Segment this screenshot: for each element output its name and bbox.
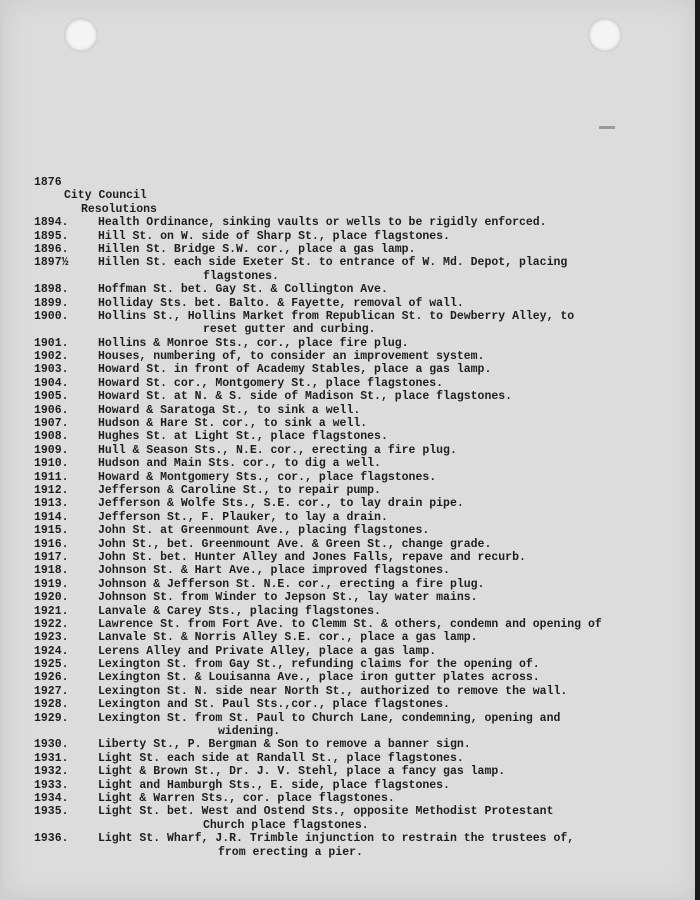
resolution-entry	[34, 551, 696, 564]
entry-continuation: widening.	[218, 725, 281, 739]
resolution-entry	[34, 524, 696, 537]
entry-text: Light St. bet. West and Ostend Sts., opposite Methodist Protestant	[98, 805, 554, 819]
entry-number: 1917.	[34, 550, 69, 564]
entry-number: 1900.	[34, 309, 69, 323]
resolution-entry	[34, 230, 696, 243]
entry-number: 1914.	[34, 510, 69, 524]
entry-text: Lanvale St. & Norris Alley S.E. cor., place a gas lamp.	[98, 631, 478, 645]
entry-number: 1899.	[34, 296, 69, 310]
entry-text: Light and Hamburgh Sts., E. side, place flagstones.	[98, 778, 450, 792]
entry-text: Johnson St. & Hart Ave., place improved flagstones.	[98, 564, 450, 578]
entry-number: 1905.	[34, 390, 69, 404]
entry-continuation: flagstones.	[203, 269, 279, 283]
header-title: City Council	[64, 189, 147, 203]
entry-text: Holliday Sts. bet. Balto. & Fayette, removal of wall.	[98, 296, 464, 310]
entry-number: 1920.	[34, 591, 69, 605]
resolution-entry	[34, 457, 696, 470]
entry-number: 1929.	[34, 711, 69, 725]
resolution-entry	[34, 779, 696, 792]
entry-number: 1911.	[34, 470, 69, 484]
entry-number: 1913.	[34, 497, 69, 511]
resolution-index	[34, 176, 696, 859]
entry-number: 1924.	[34, 644, 69, 658]
header-year: 1876	[34, 176, 62, 189]
resolution-entry	[34, 631, 696, 644]
entry-text: Howard & Saratoga St., to sink a well.	[98, 403, 361, 417]
entry-number: 1903.	[34, 363, 69, 377]
entry-text: Health Ordinance, sinking vaults or wells to be rigidly enforced.	[98, 216, 547, 230]
resolution-entry	[34, 377, 696, 390]
resolution-entry	[34, 738, 696, 751]
entry-number: 1921.	[34, 604, 69, 618]
entry-text: Howard St. cor., Montgomery St., place flagstones.	[98, 376, 444, 390]
resolution-entry	[34, 712, 696, 739]
entry-text: Howard & Montgomery Sts., cor., place flagstones.	[98, 470, 437, 484]
resolution-entry	[34, 671, 696, 684]
resolution-entry	[34, 658, 696, 671]
entry-number: 1919.	[34, 577, 69, 591]
entry-number: 1898.	[34, 283, 69, 297]
entry-number: 1909.	[34, 443, 69, 457]
document-page	[3, 0, 695, 898]
entry-number: 1896.	[34, 242, 69, 256]
entry-text: Lexington St. N. side near North St., authorized to remove the wall.	[98, 684, 568, 698]
resolution-entry	[34, 471, 696, 484]
entry-number: 1926.	[34, 671, 69, 685]
entry-number: 1927.	[34, 684, 69, 698]
entry-text: Howard St. at N. & S. side of Madison St., place flagstones.	[98, 390, 513, 404]
entry-number: 1907.	[34, 417, 69, 431]
resolution-entry	[34, 564, 696, 577]
entry-text: Lexington St. from St. Paul to Church Lane, condemning, opening and	[98, 711, 561, 725]
entry-number: 1910.	[34, 457, 69, 471]
entry-text: Howard St. in front of Academy Stables, place a gas lamp.	[98, 363, 492, 377]
resolution-entry	[34, 256, 696, 283]
ink-smudge	[599, 126, 615, 129]
resolution-entry	[34, 363, 696, 376]
entry-number: 1906.	[34, 403, 69, 417]
resolution-entry	[34, 283, 696, 296]
resolution-entry	[34, 310, 696, 337]
resolution-entry	[34, 484, 696, 497]
entry-text: Johnson & Jefferson St. N.E. cor., erecting a fire plug.	[98, 577, 485, 591]
entry-text: Hollins St., Hollins Market from Republican St. to Dewberry Alley, to	[98, 309, 575, 323]
resolution-entry	[34, 417, 696, 430]
entry-text: Hoffman St. bet. Gay St. & Collington Ave.	[98, 283, 388, 297]
resolution-entry	[34, 216, 696, 229]
entry-text: Light & Warren Sts., cor. place flagstones.	[98, 791, 395, 805]
entry-text: Hudson & Hare St. cor., to sink a well.	[98, 417, 368, 431]
resolution-entry	[34, 765, 696, 778]
entry-number: 1928.	[34, 698, 69, 712]
entry-number: 1935.	[34, 805, 69, 819]
entry-number: 1897½	[34, 256, 69, 270]
resolution-entry	[34, 430, 696, 443]
entry-text: Lexington St. & Louisanna Ave., place iron gutter plates across.	[98, 671, 540, 685]
entry-number: 1933.	[34, 778, 69, 792]
header-subtitle: Resolutions	[81, 202, 157, 216]
resolution-entry	[34, 337, 696, 350]
entry-number: 1932.	[34, 765, 69, 779]
entry-number: 1916.	[34, 537, 69, 551]
entry-number: 1936.	[34, 832, 69, 846]
resolution-entry	[34, 390, 696, 403]
resolution-entry	[34, 350, 696, 363]
entry-text: Hill St. on W. side of Sharp St., place flagstones.	[98, 229, 450, 243]
resolution-entry	[34, 792, 696, 805]
entry-text: Houses, numbering of, to consider an improvement system.	[98, 350, 485, 364]
entry-continuation: Church place flagstones.	[203, 818, 369, 832]
entry-text: Light & Brown St., Dr. J. V. Stehl, place a fancy gas lamp.	[98, 765, 506, 779]
resolution-entry	[34, 497, 696, 510]
entry-number: 1908.	[34, 430, 69, 444]
entry-text: Hughes St. at Light St., place flagstones.	[98, 430, 388, 444]
entry-text: Johnson St. from Winder to Jepson St., lay water mains.	[98, 591, 478, 605]
resolution-entry	[34, 605, 696, 618]
entry-text: Hillen St. each side Exeter St. to entrance of W. Md. Depot, placing	[98, 256, 568, 270]
resolution-entry	[34, 591, 696, 604]
resolution-entry	[34, 805, 696, 832]
entry-text: Hull & Season Sts., N.E. cor., erecting a fire plug.	[98, 443, 457, 457]
entry-number: 1915.	[34, 524, 69, 538]
entry-number: 1922.	[34, 617, 69, 631]
entry-number: 1923.	[34, 631, 69, 645]
entry-number: 1901.	[34, 336, 69, 350]
resolution-entry	[34, 832, 696, 859]
entry-number: 1902.	[34, 350, 69, 364]
entry-text: Lerens Alley and Private Alley, place a gas lamp.	[98, 644, 437, 658]
resolution-entry	[34, 685, 696, 698]
page-edge	[695, 0, 700, 900]
entry-text: Hillen St. Bridge S.W. cor., place a gas lamp.	[98, 242, 416, 256]
entry-continuation: from erecting a pier.	[218, 845, 363, 859]
entry-text: Jefferson & Wolfe Sts., S.E. cor., to lay drain pipe.	[98, 497, 464, 511]
entry-number: 1925.	[34, 658, 69, 672]
entry-text: Lawrence St. from Fort Ave. to Clemm St. & others, condemn and opening of	[98, 617, 602, 631]
entry-number: 1934.	[34, 791, 69, 805]
resolution-entry	[34, 297, 696, 310]
entry-text: John St. at Greenmount Ave., placing flagstones.	[98, 524, 430, 538]
entry-text: Jefferson St., F. Plauker, to lay a drain.	[98, 510, 388, 524]
entry-number: 1931.	[34, 751, 69, 765]
entry-number: 1904.	[34, 376, 69, 390]
entry-number: 1895.	[34, 229, 69, 243]
entry-text: Liberty St., P. Bergman & Son to remove a banner sign.	[98, 738, 471, 752]
entry-text: Lanvale & Carey Sts., placing flagstones.	[98, 604, 381, 618]
entry-number: 1918.	[34, 564, 69, 578]
entry-text: John St., bet. Greenmount Ave. & Green St., change grade.	[98, 537, 492, 551]
resolution-entry	[34, 404, 696, 417]
entry-text: John St. bet. Hunter Alley and Jones Falls, repave and recurb.	[98, 550, 526, 564]
entry-number: 1930.	[34, 738, 69, 752]
entry-text: Light St. Wharf, J.R. Trimble injunction to restrain the trustees of,	[98, 832, 575, 846]
entry-text: Lexington St. from Gay St., refunding claims for the opening of.	[98, 658, 540, 672]
resolution-entry	[34, 752, 696, 765]
resolution-entry	[34, 243, 696, 256]
entry-continuation: reset gutter and curbing.	[203, 323, 376, 337]
resolution-entry	[34, 511, 696, 524]
entry-text: Lexington and St. Paul Sts.,cor., place flagstones.	[98, 698, 450, 712]
resolution-entry	[34, 645, 696, 658]
resolution-entry	[34, 444, 696, 457]
punch-hole	[588, 18, 622, 52]
entry-text: Hollins & Monroe Sts., cor., place fire plug.	[98, 336, 409, 350]
entry-text: Light St. each side at Randall St., place flagstones.	[98, 751, 464, 765]
resolution-entry	[34, 578, 696, 591]
resolution-entry	[34, 698, 696, 711]
entry-number: 1894.	[34, 216, 69, 230]
punch-hole	[64, 18, 98, 52]
resolution-entry	[34, 538, 696, 551]
entry-number: 1912.	[34, 483, 69, 497]
entry-text: Jefferson & Caroline St., to repair pump.	[98, 483, 381, 497]
resolution-entry	[34, 618, 696, 631]
entry-text: Hudson and Main Sts. cor., to dig a well.	[98, 457, 381, 471]
